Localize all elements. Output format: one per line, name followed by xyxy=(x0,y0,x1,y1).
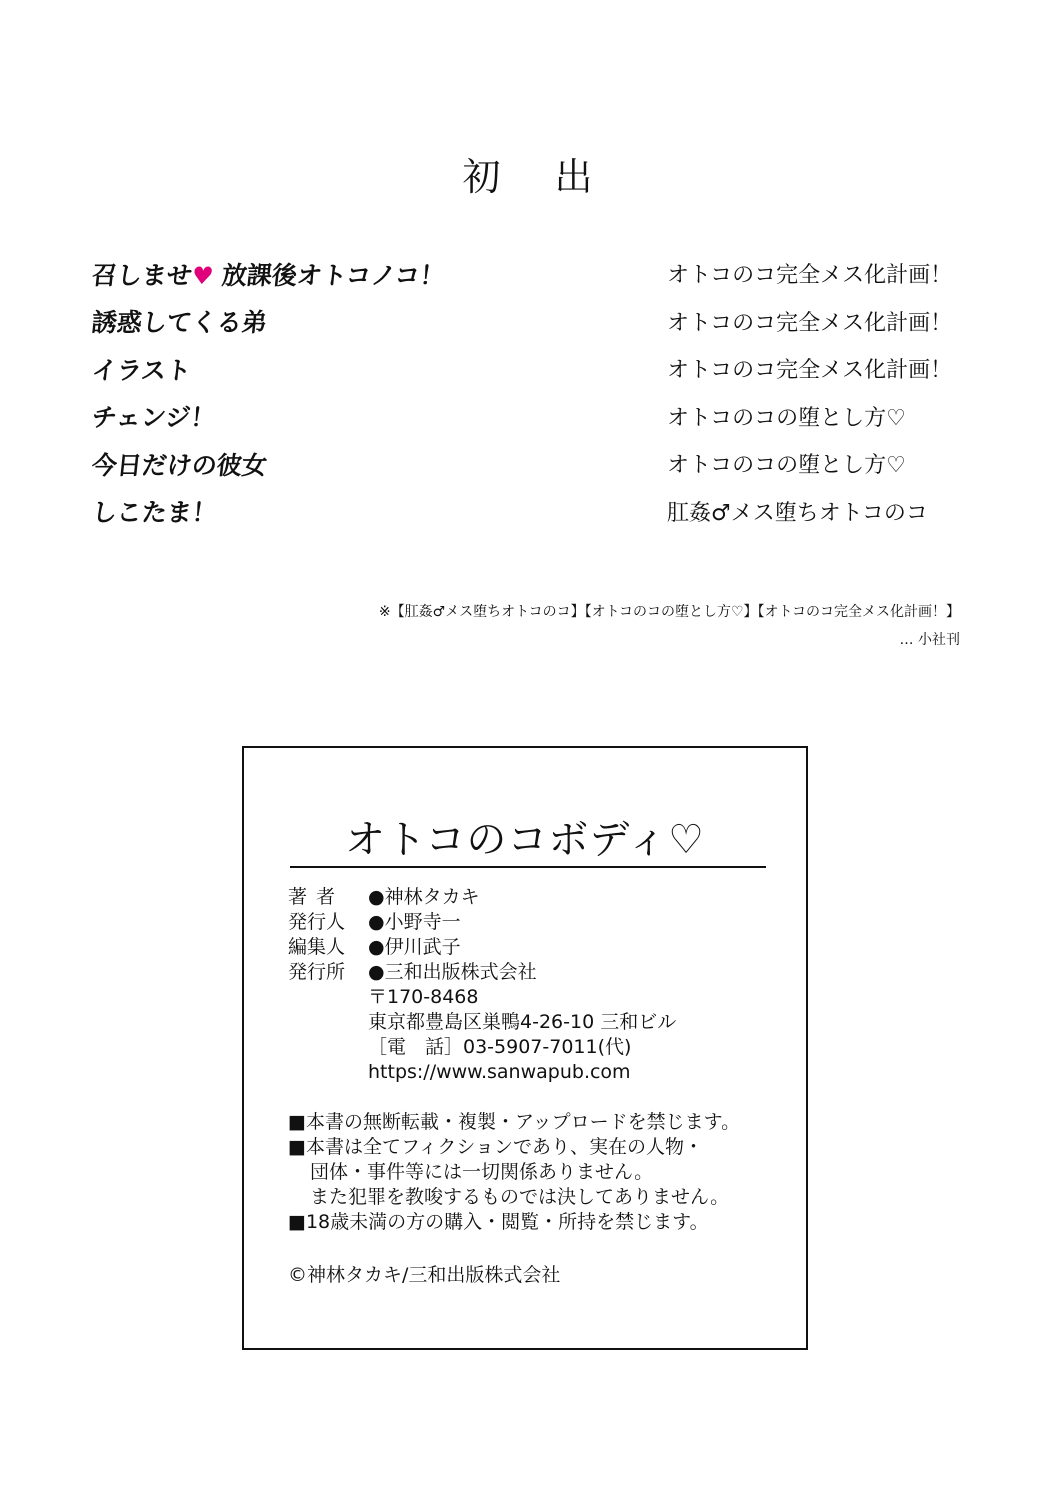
phone-number: ［電 話］03-5907-7011(代) xyxy=(368,1036,632,1058)
work-title: イラスト xyxy=(90,355,193,385)
notice-item: ■ 18歳未満の方の購入・閲覧・所持を禁じます。 xyxy=(288,1210,740,1235)
list-item xyxy=(92,345,967,393)
publisher-note xyxy=(379,598,960,654)
source-publication: オトコのコの堕とし方♡ xyxy=(667,453,906,479)
page-heading xyxy=(0,146,1057,201)
credit-value: ● 神林タカキ xyxy=(368,885,480,910)
work-title-text-rest: 放課後オトコノコ！ xyxy=(211,260,447,290)
credit-value: ● 小野寺一 xyxy=(368,910,461,935)
work-title: しこたま！ xyxy=(90,498,219,528)
colophon-box xyxy=(242,746,808,1350)
credit-value: ● 三和出版株式会社 xyxy=(368,960,537,985)
copyright-line: ©神林タカキ/三和出版株式会社 xyxy=(288,1264,561,1286)
credit-row-publisher-person xyxy=(288,910,676,935)
source-publication: オトコのコ完全メス化計画！ xyxy=(667,358,953,384)
work-title: チェンジ！ xyxy=(90,403,218,433)
notice-item-continuation: 団体・事件等には一切関係ありません。 xyxy=(310,1161,654,1183)
source-publication: オトコのコ完全メス化計画！ xyxy=(667,310,953,336)
list-item xyxy=(92,488,967,536)
work-title: 今日だけの彼女 xyxy=(90,450,269,480)
original-appearances-list xyxy=(92,250,967,535)
publisher-note-line-1: ※【肛姦♂メス堕ちオトコのコ】【オトコのコの堕とし方♡】【オトコのコ完全メス化計画！】 xyxy=(378,604,960,620)
source-publication: オトコのコの堕とし方♡ xyxy=(667,405,906,431)
notice-item: ■ 本書は全てフィクションであり、実在の人物・ xyxy=(288,1135,740,1160)
work-title-text: 召しませ xyxy=(90,260,194,290)
address: 東京都豊島区巣鴨4-26-10 三和ビル xyxy=(368,1011,677,1033)
list-item xyxy=(92,298,967,346)
credit-role: 発行所 xyxy=(288,961,346,983)
credits xyxy=(288,885,676,1085)
notice-item: ■ 本書の無断転載・複製・アップロードを禁じます。 xyxy=(288,1110,740,1135)
credit-role: 著者 xyxy=(288,886,345,908)
source-publication: 肛姦♂メス堕ちオトコのコ xyxy=(667,500,928,526)
publisher-note-line-2: … 小社刊 xyxy=(899,632,960,648)
list-item xyxy=(92,440,967,488)
title-divider xyxy=(290,866,766,868)
credit-value: ● 伊川武子 xyxy=(368,935,461,960)
credit-role: 編集人 xyxy=(288,936,346,958)
legal-notices xyxy=(288,1110,740,1235)
work-title xyxy=(90,256,447,292)
book-title: オトコのコボディ♡ xyxy=(344,817,706,863)
notice-item-continuation: また犯罪を教唆するものでは決してありません。 xyxy=(310,1186,730,1208)
credit-row-publisher xyxy=(288,960,676,985)
heart-icon: ♥ xyxy=(190,261,215,290)
website-url: https://www.sanwapub.com xyxy=(368,1061,631,1083)
work-title: 誘惑してくる弟 xyxy=(90,308,269,338)
source-publication: オトコのコ完全メス化計画！ xyxy=(667,263,953,289)
heading-char-2: 出 xyxy=(554,155,595,199)
postal-code: 〒170-8468 xyxy=(368,986,479,1008)
heading-char-1: 初 xyxy=(462,155,503,199)
list-item xyxy=(92,393,967,441)
list-item xyxy=(92,250,967,298)
credit-row-editor xyxy=(288,935,676,960)
credit-row-author xyxy=(288,885,676,910)
credit-role: 発行人 xyxy=(288,911,346,933)
